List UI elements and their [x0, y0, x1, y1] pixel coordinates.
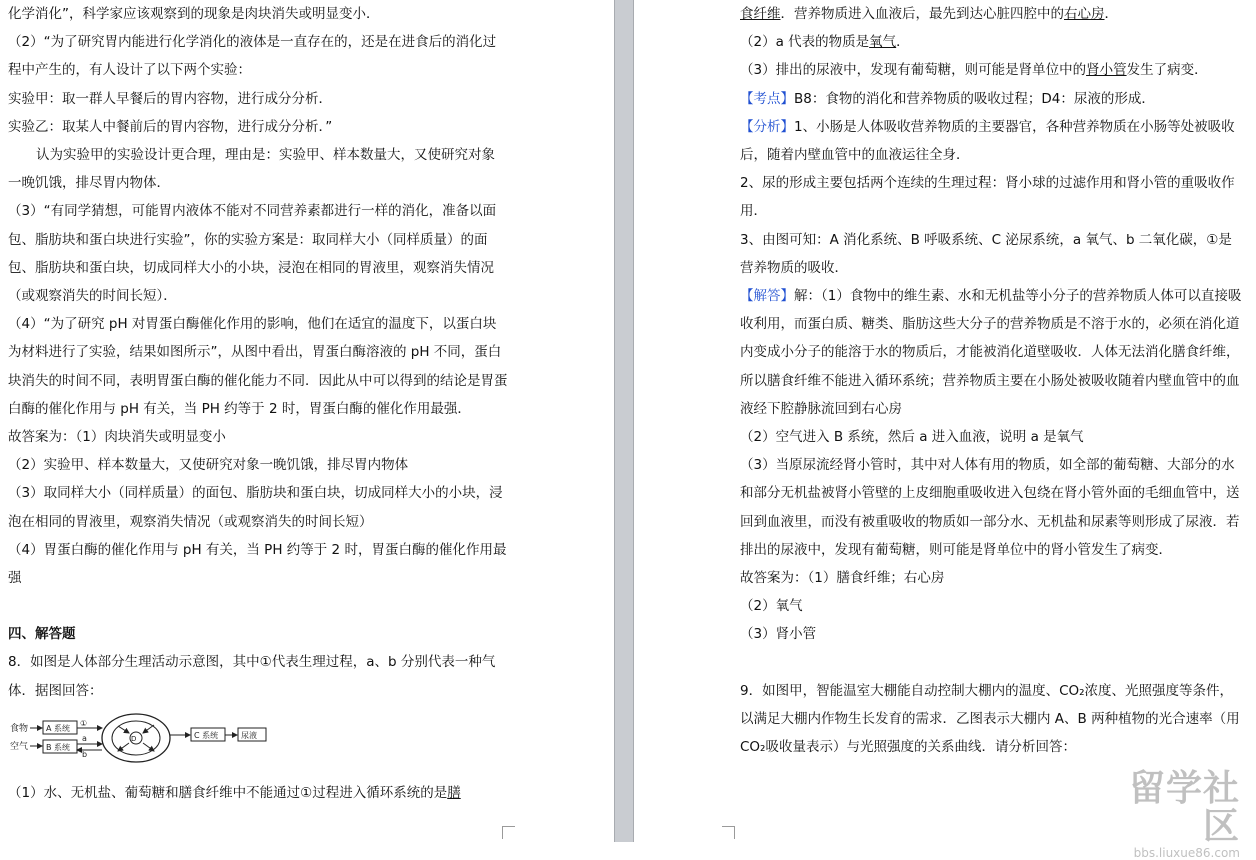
- answer-line: [740, 56, 1242, 84]
- question-8-stem: 8．如图是人体部分生理活动示意图，其中①代表生理过程，a、b 分别代表一种气体．据图回答：: [8, 654, 496, 699]
- jieda-line: （3）当原尿流经肾小管时，其中对人体有用的物质，如全部的葡萄糖、大部分的水和部分无机盐被肾小管壁的上皮细胞重吸收进入包绕在肾小管外面的毛细血管中，送回到血液里，而没有被重吸收的物质如一部分水、无机盐和尿素等则形成了尿液．若排出的尿液中，发现有葡萄糖，则可能是肾单位中的肾小管发生了病变．: [740, 457, 1240, 558]
- text-span: ．: [1104, 6, 1118, 22]
- text-span: ．营养物质进入血液后，最先到达心脏四腔中的: [780, 6, 1064, 22]
- kaodian-text: B8：食物的消化和营养物质的吸收过程；D4：尿液的形成．: [794, 90, 1155, 107]
- document-page-right: [634, 0, 1256, 860]
- page-right-content: [740, 0, 1242, 761]
- diagram-label-1: ①: [80, 718, 88, 728]
- physiology-diagram: [8, 711, 508, 769]
- answer-blank: 肾小管: [1086, 62, 1127, 79]
- answer-blank: 膳: [447, 784, 461, 801]
- question-8-part-1-text: （1）水、无机盐、葡萄糖和膳食纤维中不能通过①过程进入循环系统的是: [8, 784, 448, 801]
- text-span: （3）排出的尿液中，发现有葡萄糖，则可能是肾单位中的: [740, 62, 1087, 79]
- jieda-line: （2）空气进入 B 系统，然后 a 进入血液，说明 a 是氧气: [740, 429, 1084, 446]
- answer-line: [740, 28, 1242, 56]
- section-heading: 四、解答题: [8, 626, 76, 643]
- fenxi-line: [740, 113, 1242, 169]
- question-9-stem: 9．如图甲，智能温室大棚能自动控制大棚内的温度、CO₂浓度、光照强度等条件，以满足大棚内作物生长发育的需求．乙图表示大棚内 A、B 两种植物的光合速率（用 CO₂吸收量表示）与光照强度的关系曲线．请分析回答：: [740, 682, 1240, 756]
- text-line: 认为实验甲的实验设计更合理，理由是：实验甲、样本数量大，又使研究对象一晚饥饿，排尽胃内物体．: [8, 147, 495, 192]
- jieda-text: 解：（1）食物中的维生素、水和无机盐等小分子的营养物质人体可以直接吸收利用，而蛋白质、糖类、脂肪这些大分子的营养物质是不溶于水的，必须在消化道内变成小分子的能溶于水的物质后，才能被消化道壁吸收．人体无法消化膳食纤维，所以膳食纤维不能进入循环系统；营养物质主要在小肠处被吸收随着内壁血管中的血液经下腔静脉流回到右心房: [740, 288, 1242, 417]
- diagram-label-a: a: [82, 733, 87, 743]
- text-span: ．: [896, 34, 910, 51]
- text-line: （4）“为了研究 pH 对胃蛋白酶催化作用的影响，他们在适宜的温度下，以蛋白块为材料进行了实验，结果如图所示”，从图中看出，胃蛋白酶溶液的 pH 不同，蛋白块消失的时间不同，表明胃蛋白酶的催化能力不同．因此从中可以得到的结论是胃蛋白酶的催化作用与 pH 有关，当 PH 约等于 2 时，胃蛋白酶的催化作用最强．: [8, 316, 508, 417]
- watermark-url: bbs.liuxue86.com: [1133, 846, 1240, 860]
- answer-blank: 食纤维: [740, 6, 781, 22]
- answer-line: 故答案为：（1）膳食纤维；右心房: [740, 570, 945, 587]
- physiology-diagram-svg: [8, 711, 268, 769]
- page-corner-mark: [502, 826, 515, 839]
- text-span: （2）a 代表的物质是: [740, 34, 870, 51]
- answer-line: （4）胃蛋白酶的催化作用与 pH 有关，当 PH 约等于 2 时，胃蛋白酶的催化作用最强: [8, 541, 507, 587]
- fenxi-text: 1、小肠是人体吸收营养物质的主要器官，各种营养物质在小肠等处被吸收后，随着内壁血管中的血液运往全身．: [740, 118, 1235, 164]
- page-gutter: [614, 0, 634, 842]
- text-span: 发生了病变．: [1126, 62, 1208, 79]
- diagram-box-a-label: A 系统: [46, 723, 71, 733]
- page-left-content: [8, 0, 508, 807]
- answer-line: [740, 0, 1242, 28]
- answer-line: （3）肾小管: [740, 626, 817, 643]
- watermark-logo-text: 留学社区: [1128, 768, 1240, 847]
- text-line: 实验甲：取一群人早餐后的胃内容物，进行成分分析．: [8, 90, 332, 107]
- jieda-tag: 【解答】: [740, 288, 794, 305]
- fenxi-tag: 【分析】: [740, 118, 794, 135]
- diagram-flow-2: [143, 743, 154, 751]
- diagram-box-c-label: C 系统: [194, 730, 219, 740]
- answer-line: （3）取同样大小（同样质量）的面包、脂肪块和蛋白块，切成同样大小的小块，浸泡在相同的胃液里，观察消失情况（或观察消失的时间长短）: [8, 485, 503, 530]
- fenxi-line: 2、尿的形成主要包括两个连续的生理过程：肾小球的过滤作用和肾小管的重吸收作用．: [740, 175, 1235, 220]
- spacer: [740, 649, 1242, 677]
- diagram-label-b: b: [82, 749, 88, 759]
- kaodian-line: [740, 85, 1242, 113]
- answer-blank: 右心房: [1064, 6, 1105, 22]
- kaodian-tag: 【考点】: [740, 90, 794, 107]
- question-8-part-1: [8, 779, 508, 807]
- diagram-box-urine-label: 尿液: [241, 730, 257, 740]
- page-corner-mark: [722, 826, 735, 839]
- diagram-box-b-label: B 系统: [46, 742, 71, 752]
- diagram-flow-1: [118, 726, 129, 733]
- spacer: [8, 592, 508, 620]
- jieda-line: [740, 282, 1242, 423]
- diagram-label-d: D: [131, 734, 137, 743]
- diagram-food-label: 食物: [10, 723, 29, 734]
- text-line: （3）“有同学猜想，可能胃内液体不能对不同营养素都进行一样的消化，准备以面包、脂肪块和蛋白块进行实验”，你的实验方案是：取同样大小（同样质量）的面包、脂肪块和蛋白块，切成同样大小的小块，浸泡在相同的胃液里，观察消失情况（或观察消失的时间长短）．: [8, 203, 497, 305]
- answer-line: 故答案为：（1）肉块消失或明显变小: [8, 429, 226, 446]
- fenxi-line: 3、由图可知：A 消化系统、B 呼吸系统、C 泌尿系统，a 氧气、b 二氧化碳，①是营养物质的吸收．: [740, 231, 1232, 276]
- diagram-flow-3: [143, 725, 154, 733]
- answer-line: （2）氧气: [740, 598, 803, 615]
- site-watermark: [1110, 768, 1240, 860]
- answer-line: （2）实验甲、样本数量大，又使研究对象一晚饥饿，排尽胃内物体: [8, 457, 409, 474]
- text-line: 化学消化”，科学家应该观察到的现象是肉块消失或明显变小．: [8, 6, 380, 22]
- text-line: （2）“为了研究胃内能进行化学消化的液体是一直存在的，还是在进食后的消化过程中产生的，有人设计了以下两个实验：: [8, 34, 497, 79]
- diagram-air-label: 空气: [10, 741, 29, 752]
- answer-blank: 氧气: [869, 34, 897, 51]
- diagram-flow-4: [118, 743, 129, 751]
- document-page-left: [0, 0, 614, 842]
- text-line: 实验乙：取某人中餐前后的胃内容物，进行成分分析．”: [8, 118, 333, 135]
